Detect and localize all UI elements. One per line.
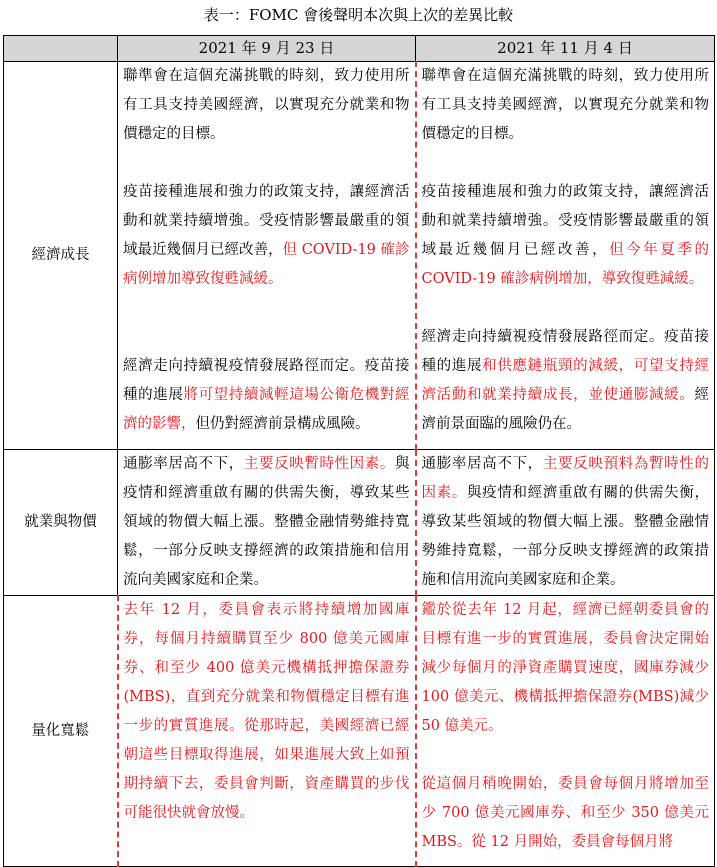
table-header-row: [4, 36, 715, 62]
growth-nov-para3-highlight: 和供應鏈瓶頸的減緩，可望支持經濟活動和就業持續成長，並使通膨減緩。: [421, 358, 710, 403]
growth-sep-para3-highlight: 將可望持續減輕這場公衛危機對經濟的影響，: [123, 387, 410, 432]
employment-sep-para: [123, 450, 410, 595]
employment-sep-lead: 通膨率居高不下，: [123, 456, 244, 472]
cell-growth-nov: [416, 62, 715, 450]
employment-nov-text: 與疫情和經濟重啟有關的供需失衡，導致某些領域的物價大幅上漲。整體金融情勢維持寬鬆，一部分反映支撐經濟的政策措施和信用流向美國家庭和企業。: [421, 485, 709, 588]
growth-nov-para2-text: 疫苗接種進展和強力的政策支持，讓經濟活動和就業持續增強。受疫情影響最嚴重的領域最近幾個月已經改善，: [421, 184, 709, 258]
growth-sep-para2: [123, 178, 410, 294]
table-row-economic-growth: [4, 62, 715, 450]
growth-sep-para3: [123, 352, 410, 439]
cell-qe-nov: [416, 596, 715, 867]
employment-nov-lead: 通膨率居高不下，: [421, 456, 543, 472]
growth-nov-para1: 聯準會在這個充滿挑戰的時刻，致力使用所有工具支持美國經濟，以實現充分就業和物價穩定的目標。: [421, 68, 709, 142]
row-label-economic-growth: 經濟成長: [4, 62, 118, 450]
growth-nov-para2: [422, 178, 710, 294]
growth-nov-para3-tail: 經濟前景面臨的風險仍在。: [421, 387, 709, 432]
employment-sep-text: 與疫情和經濟重啟有關的供需失衡，導致某些領域的物價大幅上漲。整體金融情勢維持寬鬆，一部分反映支撐經濟的政策措施和信用流向美國家庭和企業。: [123, 456, 410, 588]
table-row-quantitative-easing: [4, 596, 715, 867]
comparison-table: [3, 35, 715, 867]
qe-sep-para: 去年 12 月，委員會表示將持續增加國庫券，每個月持續購買至少 800 億美元國庫券、和至少 400 億美元機構抵押擔保證券(MBS)，直到充分就業和物價穩定目標有進一步的實質進展。從那時起，美國經濟已經朝這些目標取得進展，如果進展大致上如預期持續下去，委員會判斷，資產購買的步伐可能很快就會放慢。: [123, 602, 410, 821]
qe-nov-para1: 鑑於從去年 12 月起，經濟已經朝委員會的目標有進一步的實質進展，委員會決定開始減少每個月的淨資產購買速度，國庫券減少 100 億美元、機構抵押擔保證券(MBS)減少 50 億美元。: [421, 602, 709, 734]
cell-employment-sep: [118, 450, 416, 596]
growth-sep-para2-text: 疫苗接種進展和強力的政策支持，讓經濟活動和就業持續增強。受疫情影響最嚴重的領域最近幾個月已經改善，: [123, 184, 410, 258]
row-label-employment-prices: 就業與物價: [4, 450, 118, 596]
header-date-sep: 2021 年 9 月 23 日: [118, 36, 416, 62]
row-label-quantitative-easing: 量化寬鬆: [4, 596, 118, 867]
growth-sep-para3-text: 經濟走向持續視疫情發展路徑而定。疫苗接種的進展: [123, 358, 410, 403]
header-blank-cell: [4, 36, 118, 62]
employment-sep-highlight: 主要反映暫時性因素。: [243, 456, 396, 472]
growth-sep-para1: 聯準會在這個充滿挑戰的時刻，致力使用所有工具支持美國經濟，以實現充分就業和物價穩定的目標。: [123, 68, 410, 142]
cell-growth-sep: [118, 62, 416, 450]
growth-sep-para3-tail: 但仍對經濟前景構成風險。: [195, 416, 370, 432]
employment-nov-highlight: 主要反映預料為暫時性的因素。: [421, 456, 710, 501]
table-row-employment-prices: [4, 450, 715, 596]
employment-nov-para: [422, 450, 710, 595]
growth-nov-para3-text: 經濟走向持續視疫情發展路徑而定。疫苗接種的進展: [421, 329, 709, 374]
cell-employment-nov: [416, 450, 715, 596]
qe-nov-para2: 從這個月稍晚開始，委員會每個月將增加至少 700 億美元國庫券、和至少 350 億美元 MBS。從 12 月開始，委員會每個月將: [421, 776, 709, 850]
header-date-nov: 2021 年 11 月 4 日: [416, 36, 715, 62]
growth-nov-para3: [422, 323, 710, 439]
document-title: 表一：FOMC 會後聲明本次與上次的差異比較: [203, 6, 514, 24]
growth-nov-para2-highlight: 但今年夏季的 COVID-19 確診病例增加，導致復甦減緩。: [421, 242, 709, 287]
cell-qe-sep: [118, 596, 416, 867]
growth-sep-para2-highlight: 但 COVID-19 確診病例增加導致復甦減緩。: [123, 242, 410, 287]
